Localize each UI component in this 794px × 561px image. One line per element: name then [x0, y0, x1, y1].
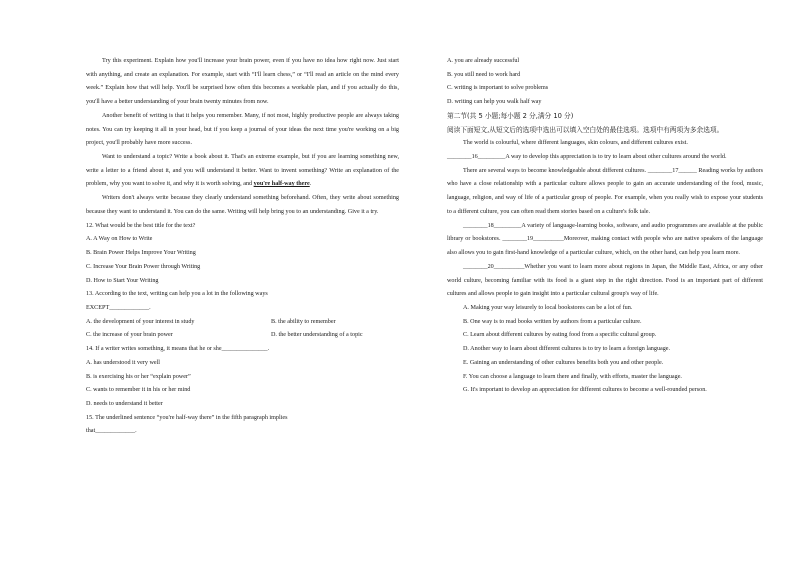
section-title: 第二节(共 5 小题;每小题 2 分,满分 10 分) — [447, 111, 574, 120]
passage-paragraph-4: Writers don't always write because they clearly understand something beforehand. Often, they write about something because they want to understand it. You can do the same. Writing will help bring you to an understanding. Give it a try. — [86, 195, 399, 215]
question-12-option-b: B. Brain Power Helps Improve Your Writing — [86, 250, 196, 257]
right-column — [447, 55, 763, 398]
cloze-paragraph-1-blank: ________16_________A way to develop this appreciation is to try to learn about other cultures around the world. — [447, 154, 727, 161]
cloze-option-e: E. Gaining an understanding of other cultures benefits both you and other people. — [463, 359, 664, 366]
cloze-option-b: B. One way is to read books written by authors from a particular culture. — [463, 318, 642, 325]
question-14-stem: 14. If a writer writes something, it means that he or she_______________. — [86, 346, 270, 353]
question-14-option-a: A. has understood it very well — [86, 359, 161, 366]
question-12-option-a: A. A Way on How to Write — [86, 236, 153, 243]
paragraph-3-text: Want to understand a topic? Write a book about it. That's an extreme example, but if you are learning something new, write a letter to a friend about it, and you will understand it better. Want to invent something? Write an explanation of the problem, why you want to solve it, and why it is worth solving, and — [86, 154, 399, 188]
question-12-stem: 12. What would be the best title for the text? — [86, 222, 196, 229]
section-instructions: 阅读下面短文,从短文后的选项中选出可以填入空白处的最佳选项。选项中有两项为多余选项。 — [447, 125, 724, 134]
question-14-option-b: B. is exercising his or her “explain power” — [86, 373, 191, 380]
cloze-option-f: F. You can choose a language to learn there and finally, with efforts, master the language. — [463, 373, 682, 380]
cloze-paragraph-4: ________20__________Whether you want to learn more about regions in Japan, the Middle East, Africa, or any other world culture, becoming familiar with its food is a giant step in the right direction. Food is an important part of different cultures and allows people to gain insight into a particular cultural group's way of life. — [447, 263, 763, 298]
cloze-option-c: C. Learn about different cultures by eating food from a specific cultural group. — [463, 332, 657, 339]
cloze-paragraph-1: The world is colourful, where different languages, skin colours, and different cultures exist. — [463, 140, 688, 147]
cloze-paragraph-3: ________18_________A variety of language-learning books, software, and audio programmes are available at the public library or bookstores. ________19__________Moreover, making contact with people who are native speakers of the language also allows you to gain first-hand knowledge of a particular culture, which, on the other hand, can help you learn more. — [447, 222, 763, 257]
passage-paragraph-1: Try this experiment. Explain how you'll increase your brain power, even if you have no idea how right now. Just start with anything, and create an explanation. For example, start with “I'll learn chess,” or “I'll read an article on the mind every week.” Explain how that will help. You'll be surprised how often this becomes a workable plan, and if you actually do this, you'll have a better understanding of your brain twenty minutes from now. — [86, 58, 399, 106]
question-13-option-b: B. the ability to remember — [271, 318, 336, 325]
question-15-option-b: B. you still need to work hard — [447, 71, 521, 78]
paragraph-3-end: . — [309, 181, 312, 188]
question-14-option-d: D. needs to understand it better — [86, 400, 163, 407]
question-13-option-d: D. the better understanding of a topic — [271, 332, 363, 339]
question-13-options-row-1 — [86, 316, 399, 330]
underlined-phrase: you're half-way there — [253, 181, 310, 188]
passage-paragraph-3 — [86, 151, 399, 192]
question-14-option-c: C. wants to remember it in his or her mind — [86, 387, 191, 394]
cloze-option-d: D. Another way to learn about different cultures is to try to learn a foreign language. — [463, 346, 671, 353]
question-13-stem: 13. According to the text, writing can help you a lot in the following ways — [86, 291, 268, 298]
question-15-option-d: D. writing can help you walk half way — [447, 99, 542, 106]
cloze-option-a: A. Making your way leisurely to local bookstores can be a lot of fun. — [463, 304, 633, 311]
question-15-option-a: A. you are already successful — [447, 58, 520, 64]
question-13-option-c: C. the increase of your brain power — [86, 332, 173, 339]
question-12-option-d: D. How to Start Your Writing — [86, 277, 159, 284]
cloze-option-g: G. It's important to develop an appreciation for different cultures to become a well-rounded person. — [463, 387, 707, 394]
question-13-options-row-2 — [86, 329, 399, 343]
question-15-stem-cont: that_____________. — [86, 428, 137, 435]
question-13-option-a: A. the development of your interest in study — [86, 318, 195, 325]
question-15-option-c: C. writing is important to solve problems — [447, 85, 549, 92]
passage-paragraph-2: Another benefit of writing is that it helps you remember. Many, if not most, highly productive people are always taking notes. You can try keeping it all in your head, but if you keep a journal of your ideas the next time you're working on a big project, you'll probably have more success. — [86, 112, 399, 147]
left-column — [86, 55, 399, 439]
question-13-stem-cont: EXCEPT_____________. — [86, 304, 151, 311]
cloze-paragraph-2: There are several ways to become knowledgeable about different cultures. ________17______ Reading works by authors who have a close relationship with a particular culture allows people to gain an accurate understanding of the food, music, language, religion, and way of life of a particular group of people. For example, when you really wish to expose your students to a different culture, you can often read them stories based on a culture's folk tale. — [447, 167, 763, 215]
question-15-stem: 15. The underlined sentence “you're half-way there” in the fifth paragraph implies — [86, 414, 288, 421]
question-12-option-c: C. Increase Your Brain Power through Writing — [86, 263, 201, 270]
